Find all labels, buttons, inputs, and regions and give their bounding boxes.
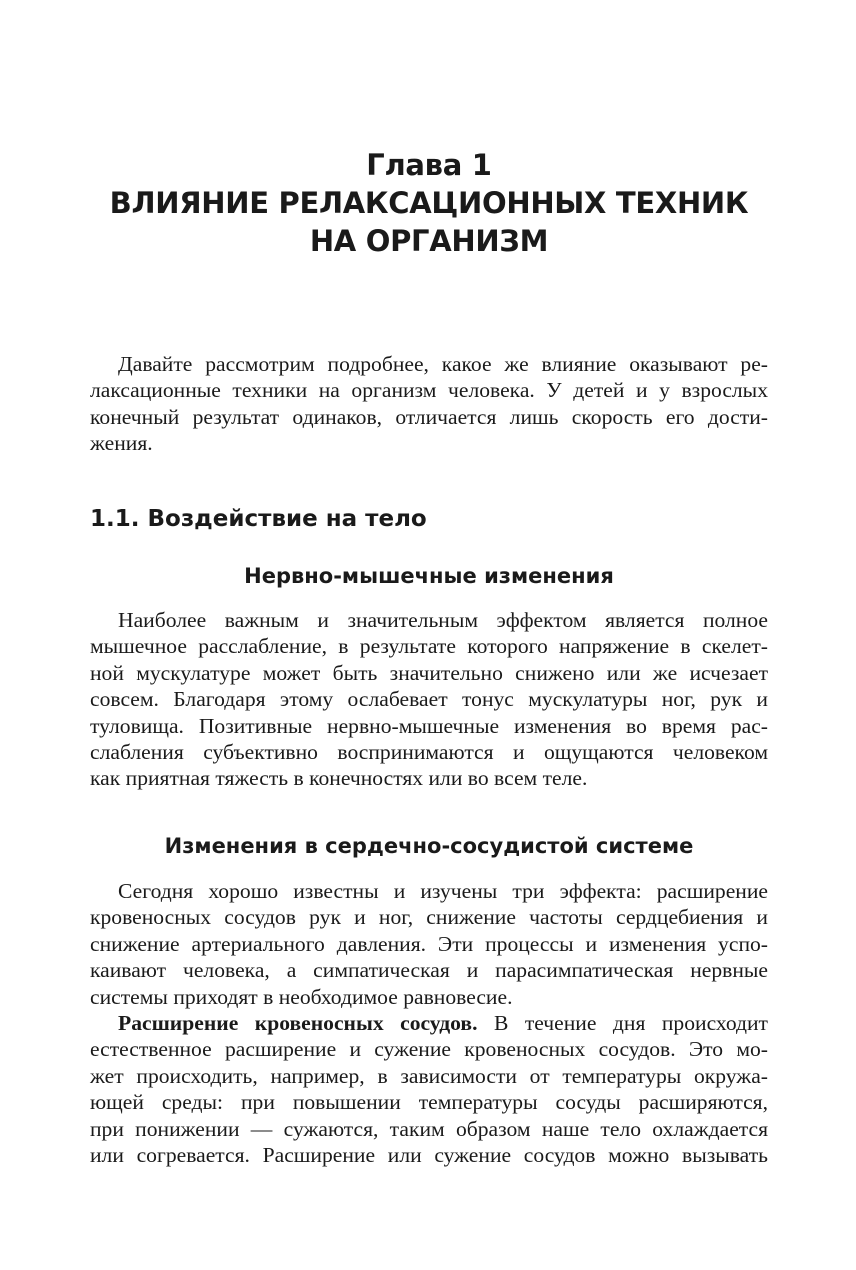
text-line [90,1010,768,1036]
cardiovascular-paragraph-1 [90,878,768,1010]
text-line: снижение артериального давления. Эти процессы и изменения успо- [90,931,768,956]
chapter-title-line-1: ВЛИЯНИЕ РЕЛАКСАЦИОННЫХ ТЕХНИК [109,186,749,220]
subsection-title-cardiovascular: Изменения в сердечно-сосудистой системе [164,834,694,858]
neuromuscular-paragraph [90,607,768,792]
text-line: мышечное расслабление, в результате которого напряжение в скелет- [90,634,768,659]
subsection-title-neuromuscular: Нервно-мышечные изменения [244,564,614,588]
text-line: слабления субъективно воспринимаются и ощущаются человеком [90,739,768,764]
bold-term: Расширение кровеносных сосудов. [118,1011,478,1035]
text-line: жет происходить, например, в зависимости от температуры окружа- [90,1063,768,1088]
text-line: каивают человека, а симпатическая и парасимпатическая нервные [90,958,768,983]
chapter-title-line-2: НА ОРГАНИЗМ [309,224,549,258]
text-line: Давайте рассмотрим подробнее, какое же влияние оказывают ре- [118,352,768,376]
cardiovascular-paragraph-2 [90,1010,768,1168]
text-line: как приятная тяжесть в конечностях или во всем теле. [90,766,588,791]
text-line: конечный результат одинаков, отличается лишь скорость его дости- [90,404,768,429]
text-line: ной мускулатуре может быть значительно снижено или же исчезает [90,660,768,685]
text-line: совсем. Благодаря этому ослабевает тонус мускулатуры ног, рук и [90,687,768,712]
text-line: Сегодня хорошо известны и изучены три эффекта: расширение [118,879,768,903]
text-line: кровеносных сосудов рук и ног, снижение частоты сердцебиения и [90,905,768,930]
text-line: лаксационные техники на организм человека. У детей и у взрослых [90,378,768,403]
text-line: туловища. Позитивные нервно-мышечные изменения во время рас- [90,713,768,738]
chapter-heading [90,146,768,260]
text-line: ющей среды: при повышении температуры сосуды расширяются, [90,1090,768,1115]
section-title: 1.1. Воздействие на тело [90,506,427,532]
intro-paragraph [90,351,768,457]
text-line: жения. [90,431,153,456]
text-line: системы приходят в необходимое равновесие. [90,984,513,1009]
chapter-number: Глава 1 [366,148,492,182]
text-line: Наиболее важным и значительным эффектом является полное [118,608,768,632]
text-line: или согревается. Расширение или сужение сосудов можно вызывать [90,1142,768,1167]
text-fragment: В течение дня происходит [477,1011,768,1035]
text-line: естественное расширение и сужение кровеносных сосудов. Это мо- [90,1037,768,1062]
text-line: при понижении — сужаются, таким образом наше тело охлаждается [90,1116,768,1141]
